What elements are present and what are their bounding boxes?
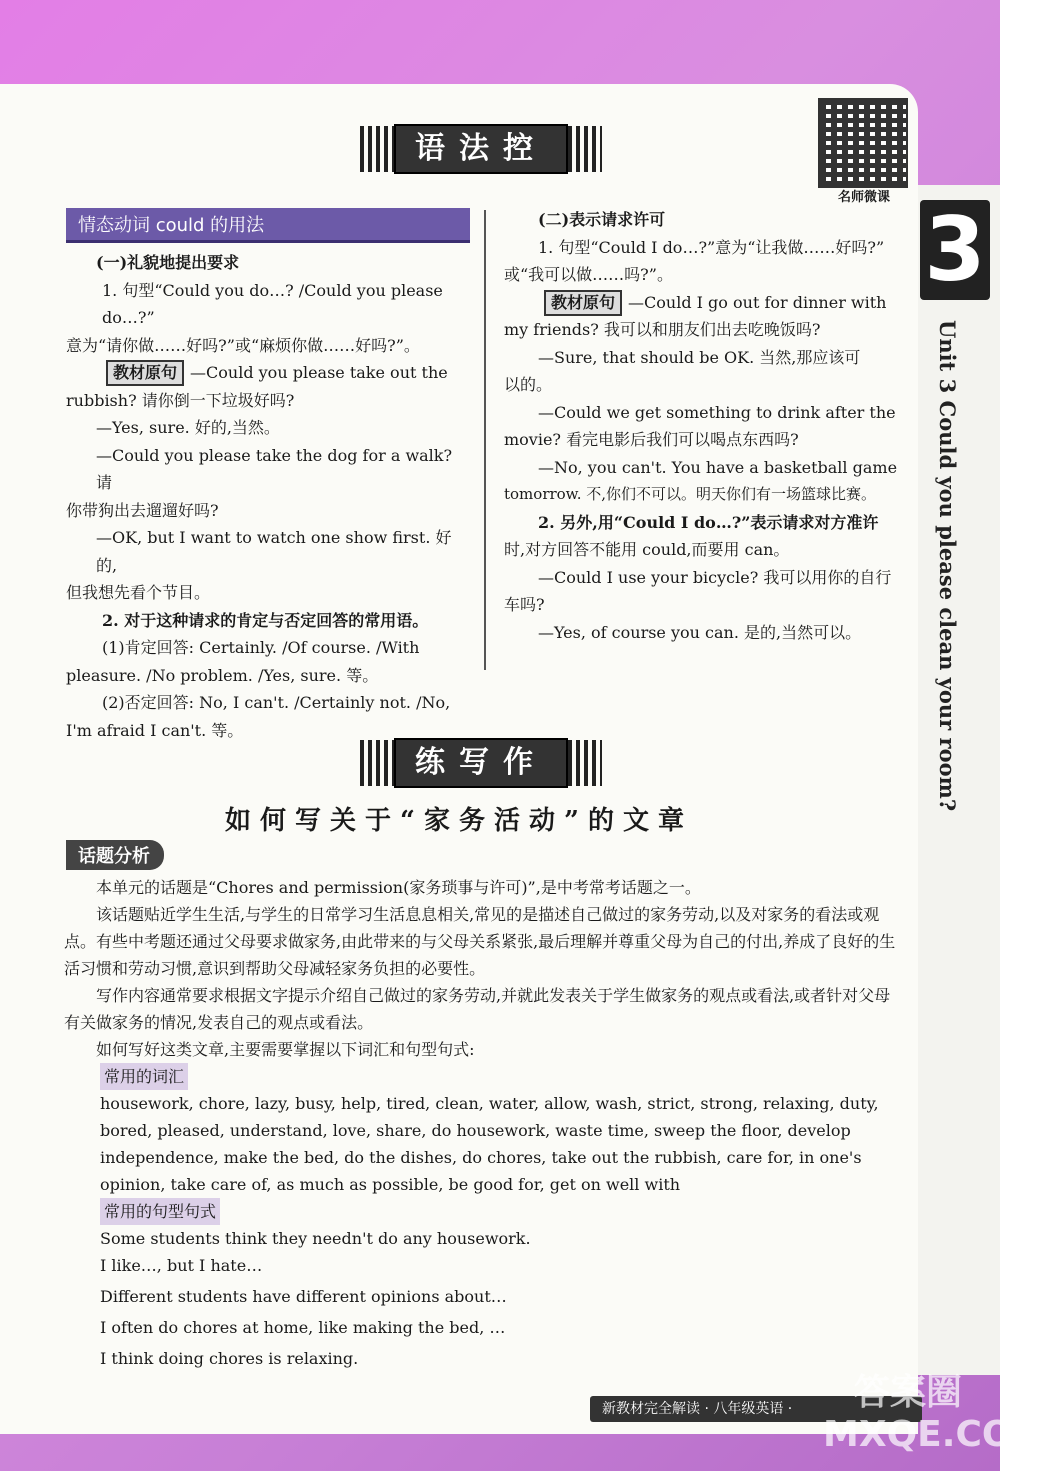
section-title-grammar: 语法控 [394, 124, 568, 174]
unit-number: 3 [920, 200, 990, 300]
text-line: tomorrow. 不,你们不可以。明天你们有一场篮球比赛。 [504, 485, 877, 503]
sub-heading-polite: (一)礼貌地提出要求 [96, 253, 240, 272]
paragraph: 写作内容通常要求根据文字提示介绍自己做过的家务劳动,并就此发表关于学生做家务的观点或看法,或者针对父母有关做家务的情况,发表自己的观点或看法。 [64, 986, 891, 1032]
text-line: —Could I use your bicycle? 我可以用你的自行 [538, 567, 892, 587]
column-divider [484, 210, 486, 670]
text-line: —Could we get something to drink after the [538, 402, 896, 422]
sentence-pattern: Some students think they needn't do any housework. [100, 1229, 531, 1248]
textbook-sentence-tag: 教材原句 [544, 290, 622, 316]
page-footer: 新教材完全解读 · 八年级英语 · [590, 1396, 922, 1422]
writing-title: 如何写关于“家务活动”的文章 [225, 806, 693, 836]
text-line: I'm afraid I can't. 等。 [66, 720, 244, 740]
banner-bars-left [360, 740, 394, 786]
writing-body [64, 874, 902, 1372]
left-column [66, 208, 472, 744]
text-line: (2)否定回答: No, I can't. /Certainly not. /No, [102, 693, 451, 712]
text-line: my friends? 我可以和朋友们出去吃晚饭吗? [504, 320, 821, 339]
text-line: 1. 句型“Could you do…? /Could you please do…?” [102, 280, 443, 327]
right-column [504, 206, 904, 646]
textbook-sentence-tag: 教材原句 [106, 360, 184, 386]
text-line: 但我想先看个节目。 [66, 583, 211, 602]
text-line: —Could I go out for dinner with [628, 292, 887, 312]
sentence-pattern: I often do chores at home, like making the bed, … [100, 1318, 506, 1337]
sentence-pattern: I think doing chores is relaxing. [100, 1349, 359, 1368]
watermark-logo: 答案圈 MXQE.COM [823, 1372, 1048, 1455]
paragraph: 该话题贴近学生生活,与学生的日常学习生活息息相关,常见的是描述自己做过的家务劳动,以及对家务的看法或观点。有些中考题还通过父母要求做家务,由此带来的与父母关系紧张,最后理解并尊重父母为自己的付出,养成了良好的生活习惯和劳动习惯,意识到帮助父母减轻家务负担的必要性。 [64, 905, 896, 978]
unit-title: Unit 3 Could you please clean your room? [935, 320, 960, 812]
text-line: 2. 另外,用“Could I do…?”表示请求对方准许 [538, 512, 879, 532]
vocab-list: housework, chore, lazy, busy, help, tired, clean, water, allow, wash, strict, strong, relaxing, duty, bored, pleased, understand, love, share, do housework, waste time, sweep the floor, develop independence, make the bed, do the dishes, do chores, take out the rubbish, care for, in one's opinion, take care of, as much as possible, be good for, get on well with [100, 1094, 879, 1194]
sub-heading-permission: (二)表示请求许可 [538, 210, 666, 229]
section-title-writing: 练写作 [394, 738, 568, 788]
paragraph: 如何写好这类文章,主要需要掌握以下词汇和句型句式: [96, 1040, 475, 1059]
text-line: movie? 看完电影后我们可以喝点东西吗? [504, 430, 799, 449]
text-line: —Sure, that should be OK. 当然,那应该可 [538, 347, 861, 367]
qr-code-icon[interactable] [818, 98, 908, 188]
text-line: 意为“请你做……好吗?”或“麻烦你做……好吗?”。 [66, 335, 420, 355]
text-line: 或“我可以做……吗?”。 [504, 265, 673, 284]
text-line: 时,对方回答不能用 could,而要用 can。 [504, 540, 790, 559]
text-line: 1. 句型“Could I do…?”意为“让我做……好吗?” [538, 237, 885, 257]
text-line: —Yes, sure. 好的,当然。 [96, 418, 280, 437]
vocab-label: 常用的词汇 [100, 1063, 188, 1090]
text-line: —OK, but I want to watch one show first. 好的, [96, 528, 452, 575]
text-line: 2. 对于这种请求的肯定与否定回答的常用语。 [102, 610, 429, 630]
text-line: —Yes, of course you can. 是的,当然可以。 [538, 622, 862, 642]
text-line: rubbish? 请你倒一下垃圾好吗? [66, 390, 295, 410]
section-banner-grammar [360, 126, 602, 172]
topic-analysis-tag: 话题分析 [66, 840, 164, 870]
text-line: (1)肯定回答: Certainly. /Of course. /With [102, 638, 420, 657]
banner-bars-right [568, 740, 602, 786]
sentence-pattern: Different students have different opinions about… [100, 1287, 507, 1306]
text-line: —No, you can't. You have a basketball game [538, 457, 898, 477]
text-line: 车吗? [504, 595, 545, 614]
sentence-pattern: I like…, but I hate… [100, 1256, 263, 1275]
text-line: —Could you please take the dog for a walk? 请 [96, 445, 453, 492]
could-usage-heading: 情态动词 could 的用法 [66, 208, 470, 243]
paragraph: 本单元的话题是“Chores and permission(家务琐事与许可)”,是中考常考话题之一。 [96, 878, 701, 897]
text-line: pleasure. /No problem. /Yes, sure. 等。 [66, 665, 379, 685]
text-line: 以的。 [504, 375, 553, 394]
sentence-label: 常用的句型句式 [100, 1198, 220, 1225]
text-line: 你带狗出去遛遛好吗? [66, 500, 219, 520]
banner-bars-left [360, 126, 394, 172]
qr-caption: 名师微课 [837, 190, 890, 205]
text-line: —Could you please take out the [190, 363, 448, 382]
section-banner-writing [360, 740, 602, 786]
banner-bars-right [568, 126, 602, 172]
